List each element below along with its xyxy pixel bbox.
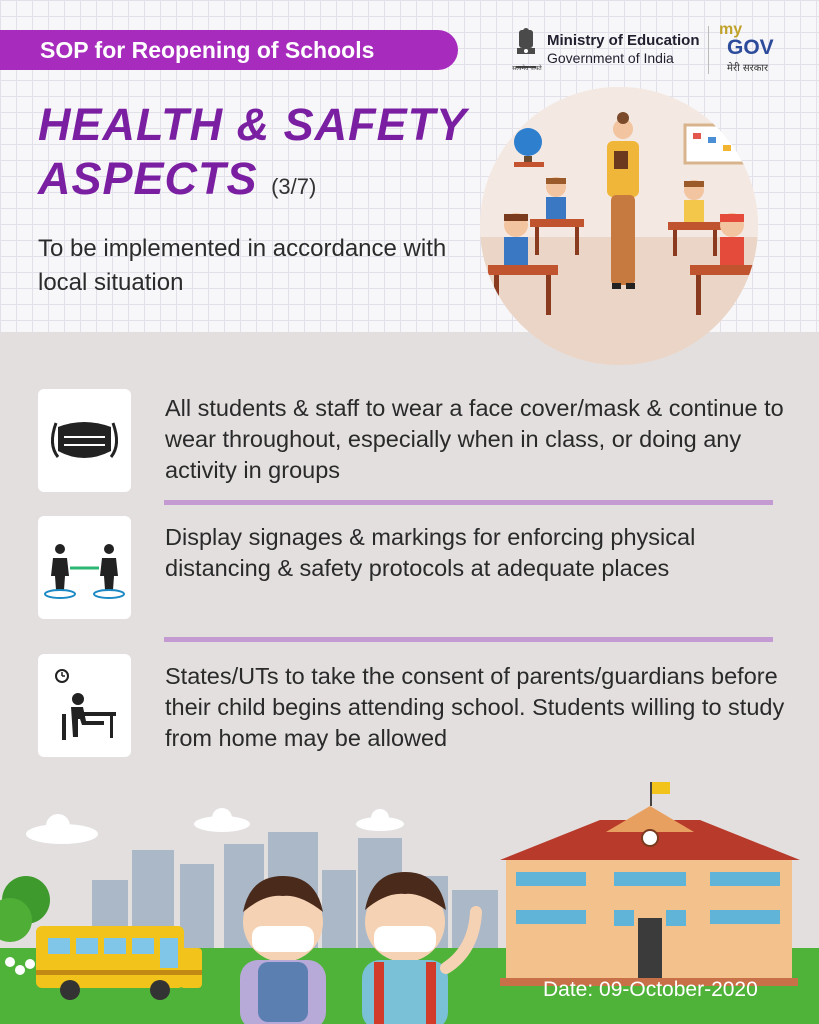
sop-banner: SOP for Reopening of Schools [0, 30, 458, 70]
separator-1 [164, 500, 773, 505]
title-line2: ASPECTS [38, 153, 258, 204]
physical-distancing-icon [38, 516, 131, 619]
step-indicator: (3/7) [271, 174, 317, 199]
ministry-name [547, 32, 700, 66]
mygov-my: my [719, 21, 743, 38]
title-line1: HEALTH & SAFETY [38, 99, 468, 150]
item-2-text: Display signages & markings for enforcing physical distancing & safety protocols at adequate places [165, 524, 696, 581]
subtitle: To be implemented in accordance with local situation [38, 235, 447, 296]
item-3-text: States/UTs to take the consent of parents/guardians before their child begins attending school. Students willing to study from home may be allowed [165, 663, 785, 751]
mygov-gov: GOV [727, 36, 774, 59]
header-divider [708, 26, 709, 74]
page-title [38, 98, 467, 214]
emblem-caption: सत्यमेव जयते [512, 65, 542, 72]
face-mask-icon [38, 389, 131, 492]
ministry-line2: Government of India [547, 50, 674, 66]
mygov-sub: मेरी सरकार [727, 63, 769, 74]
item-1-text: All students & staff to wear a face cover/mask & continue to wear throughout, especially when in class, or doing any activity in groups [165, 395, 784, 483]
classroom-illustration [480, 87, 758, 365]
mygov-logo [719, 22, 774, 74]
separator-2 [164, 637, 773, 642]
date-label: Date: 09-October-2020 [543, 978, 758, 1001]
classroom-scene [480, 87, 758, 365]
student-at-desk-icon [38, 654, 131, 757]
ministry-line1: Ministry of Education [547, 32, 700, 49]
